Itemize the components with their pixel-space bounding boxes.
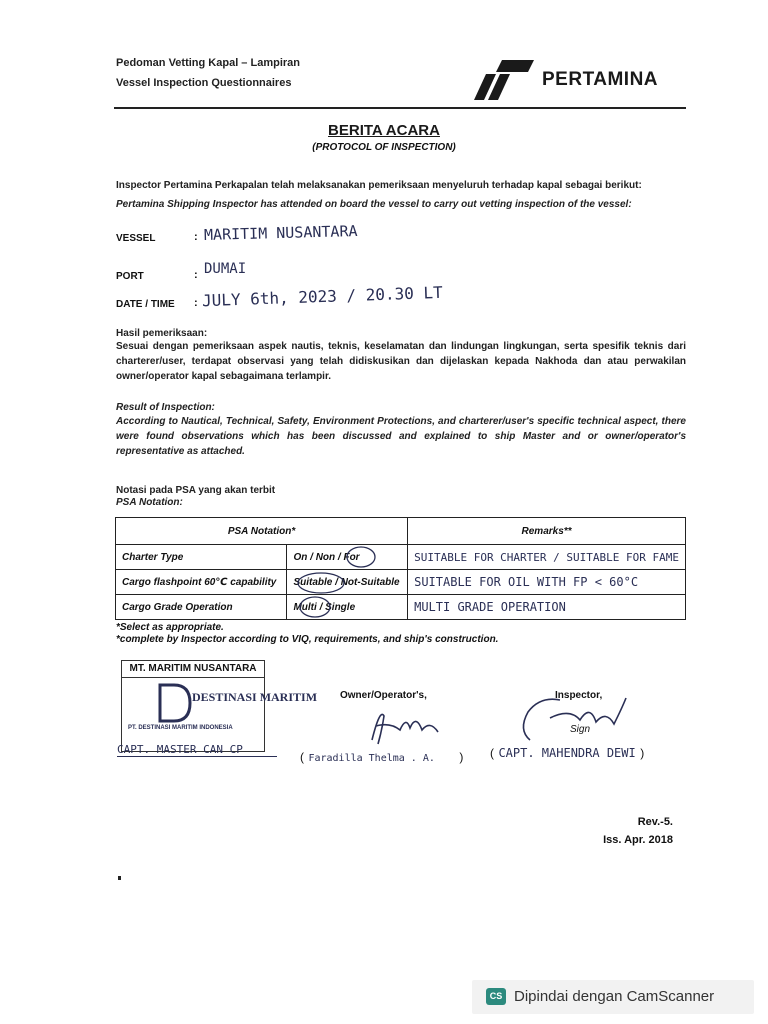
revision-number: Rev.-5. xyxy=(637,816,673,828)
row-remark: SUITABLE FOR OIL WITH FP < 60°C xyxy=(408,570,686,595)
row-remark: MULTI GRADE OPERATION xyxy=(408,595,686,620)
date-value: JULY 6th, 2023 / 20.30 LT xyxy=(201,282,444,311)
result-text-id: Sesuai dengan pemeriksaan aspek nautis, teknis, keselamatan dan lindungan lingkungan, serta spesifik teknis dari charterer/user, terdapat observasi yang telah didiskusikan dan dijelaskan kepada Nakhoda dan atau perwakilan owner/operator kapal sebagaimana terlampir. xyxy=(116,341,686,382)
circle-multi xyxy=(300,597,330,617)
stamp-seal xyxy=(130,681,318,731)
inspector-signature-icon xyxy=(510,690,650,750)
notation-id: Notasi pada PSA yang akan terbit xyxy=(116,485,276,496)
circle-suitable xyxy=(298,573,344,593)
inspector-paren-open: ( xyxy=(490,746,494,760)
header-title-id: Pedoman Vetting Kapal – Lampiran xyxy=(116,57,300,69)
circle-for xyxy=(347,547,375,567)
owner-paren-open: ( xyxy=(300,750,304,764)
inspector-paren-close: ) xyxy=(640,746,645,760)
row-options: On / Non / For xyxy=(287,545,408,570)
row-label: Cargo flashpoint 60℃ capability xyxy=(116,570,287,595)
note-select: *Select as appropriate. xyxy=(116,622,224,633)
row-remark: SUITABLE FOR CHARTER / SUITABLE FOR FAME xyxy=(408,545,686,570)
result-heading-id: Hasil pemeriksaan: xyxy=(116,328,208,339)
row-label: Charter Type xyxy=(116,545,287,570)
table-head-notation: PSA Notation* xyxy=(116,518,408,545)
date-colon: : xyxy=(194,297,198,309)
row-label: Cargo Grade Operation xyxy=(116,595,287,620)
seal-d-icon xyxy=(130,681,318,725)
camscanner-logo-icon: CS xyxy=(486,988,506,1005)
inspector-name-line xyxy=(490,744,644,762)
row-options: Multi / Single xyxy=(287,595,408,620)
master-name: CAPT. MASTER CAN CP xyxy=(117,743,243,756)
seal-text: DESTINASI MARITIM xyxy=(192,690,318,704)
vessel-value: MARITIM NUSANTARA xyxy=(203,221,358,245)
port-value: DUMAI xyxy=(204,261,247,277)
stamp-title: MT. MARITIM NUSANTARA xyxy=(122,663,264,678)
port-label: PORT xyxy=(116,271,144,282)
stamp-company: PT. DESTINASI MARITIM INDONESIA xyxy=(128,725,233,731)
stray-mark xyxy=(118,876,121,880)
table-head-remarks: Remarks** xyxy=(408,518,686,545)
camscanner-watermark xyxy=(472,980,754,1014)
row-options: Suitable / Not-Suitable xyxy=(287,570,408,595)
header-title-en: Vessel Inspection Questionnaires xyxy=(116,77,292,89)
owner-name-line xyxy=(300,748,463,766)
inspector-label: Inspector, xyxy=(555,690,603,701)
document-subtitle: (PROTOCOL OF INSPECTION) xyxy=(312,142,456,153)
vessel-colon: : xyxy=(194,231,198,243)
document-title: BERITA ACARA xyxy=(328,122,440,139)
issue-date: Iss. Apr. 2018 xyxy=(603,834,673,846)
intro-id: Inspector Pertamina Perkapalan telah melaksanakan pemeriksaan menyeluruh terhadap kapal sebagai berikut: xyxy=(116,180,642,191)
camscanner-text: Dipindai dengan CamScanner xyxy=(514,988,715,1005)
master-name-line xyxy=(117,743,277,757)
owner-label: Owner/Operator's, xyxy=(340,690,427,701)
result-text-en: According to Nautical, Technical, Safety, Environment Protections, and charterer/user's specific technical aspect, there were found observations which has been discussed and explained to ship Master and or owner/operator's representative as attached. xyxy=(116,416,686,457)
port-colon: : xyxy=(194,269,198,281)
owner-name: Faradilla Thelma . A. xyxy=(308,753,435,764)
date-label: DATE / TIME xyxy=(116,299,175,310)
result-heading-en: Result of Inspection: xyxy=(116,402,215,413)
owner-paren-close: ) xyxy=(459,750,464,764)
pertamina-logo-text: PERTAMINA xyxy=(542,69,659,90)
vessel-label: VESSEL xyxy=(116,233,156,244)
inspector-name: CAPT. MAHENDRA DEWI xyxy=(498,746,636,760)
note-complete: *complete by Inspector according to VIQ, requirements, and ship's construction. xyxy=(116,634,499,645)
owner-signature-icon xyxy=(360,700,450,750)
intro-en: Pertamina Shipping Inspector has attended on board the vessel to carry out vetting inspection of the vessel: xyxy=(116,199,632,210)
notation-en: PSA Notation: xyxy=(116,497,183,508)
inspector-sign-label: Sign xyxy=(570,724,591,735)
ship-stamp xyxy=(121,660,318,752)
